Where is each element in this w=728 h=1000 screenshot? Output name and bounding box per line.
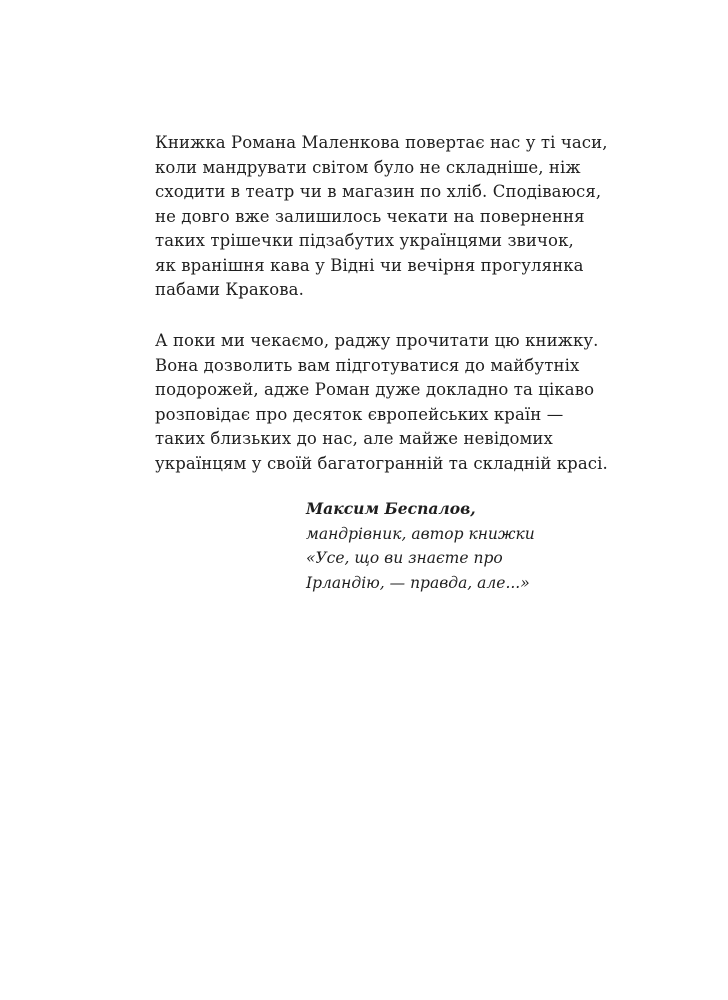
signature-line: Ірландію, — правда, але...»	[306, 573, 530, 592]
paragraph-line: таких трішечки підзабутих українцями звичок,	[155, 231, 574, 250]
paragraph-line: як вранішня кава у Відні чи вечірня прогулянка	[155, 255, 584, 275]
paragraph-line: А поки ми чекаємо, раджу прочитати цю книжку.	[155, 331, 599, 350]
signature-author: Максим Беспалов,	[306, 499, 476, 518]
paragraph-line: коли мандрувати світом було не складніше, ніж	[155, 157, 581, 177]
signature-line: «Усе, що ви знаєте про	[306, 549, 503, 567]
signature-line: мандрівник, автор книжки	[306, 524, 535, 543]
paragraph-line: українцям у своїй багатогранній та складній красі.	[155, 453, 608, 473]
paragraph-line: розповідає про десяток європейських країн —	[155, 404, 564, 424]
paragraph-line: сходити в театр чи в магазин по хліб. Сподіваюся,	[155, 182, 602, 201]
paragraph-line: подорожей, адже Роман дуже докладно та цікаво	[155, 380, 595, 399]
paragraph-line: таких близьких до нас, але майже невідомих	[155, 429, 553, 448]
paragraph-line: Книжка Романа Маленкова повертає нас у ті часи,	[155, 133, 608, 152]
paragraph-line: не довго вже залишилось чекати на повернення	[155, 206, 585, 226]
intro-paragraph	[155, 131, 608, 303]
paragraph-line: пабами Кракова.	[155, 280, 304, 299]
paragraph-line: Вона дозволить вам підготуватися до майбутніх	[155, 355, 580, 375]
signature-block	[306, 497, 566, 595]
recommendation-paragraph	[155, 329, 608, 476]
